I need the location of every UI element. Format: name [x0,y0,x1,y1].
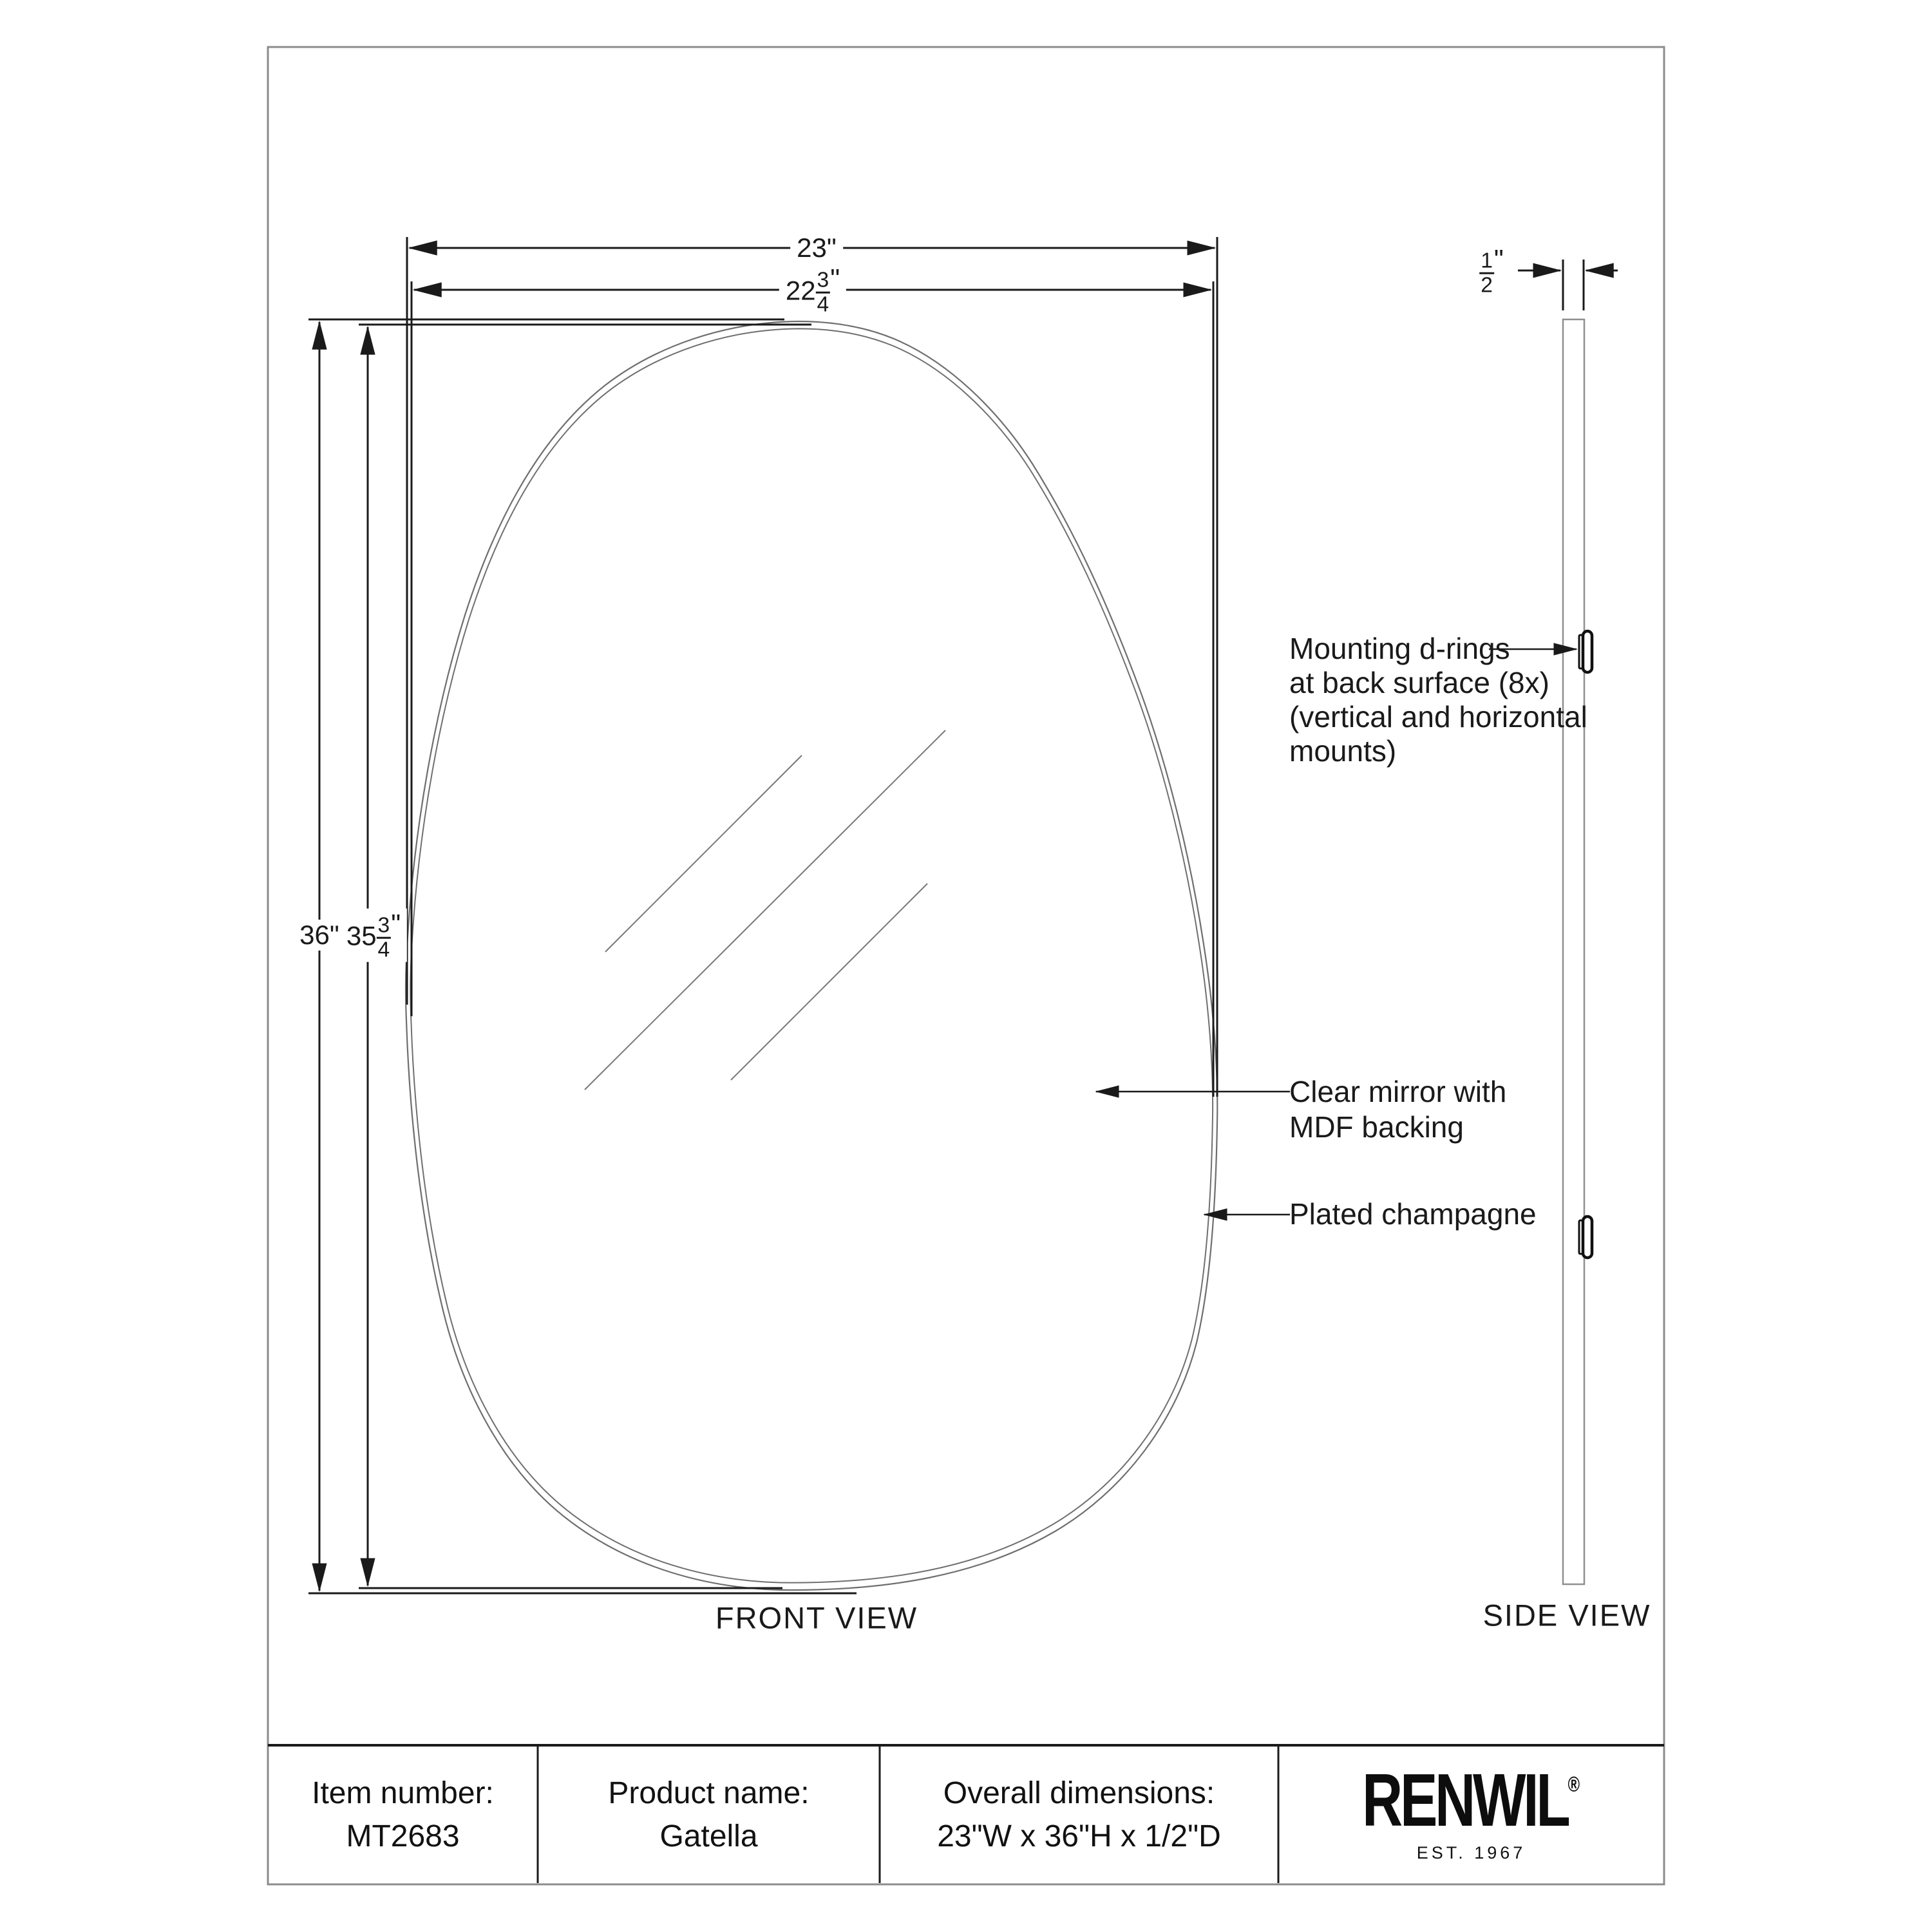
page-border [268,47,1664,1884]
annotation-line: Mounting d-rings [1289,632,1510,665]
d-ring-bottom [1579,1217,1592,1258]
shine-line [605,755,802,952]
item-number-value: MT2683 [346,1819,460,1853]
title-block-cell-item [268,1747,538,1883]
overall-dimensions-value: 23"W x 36"H x 1/2"D [937,1819,1221,1853]
shine-line [585,730,945,1090]
product-name-label: Product name: [608,1776,810,1810]
annotation-line: Plated champagne [1289,1197,1537,1231]
dim-label-height-35-3-4: 35 $\frac{3}{4}$ " [340,909,407,962]
product-name-value: Gatella [659,1819,758,1853]
brand-established: EST. 1967 [1416,1842,1526,1862]
item-number-label: Item number: [312,1776,494,1810]
dim-label-width-23: 23" [790,232,843,263]
annotation-line: mounts) [1289,734,1397,768]
title-block-cell-product [538,1747,880,1883]
annotation-line: Clear mirror with [1289,1075,1507,1108]
annotation-line: MDF backing [1289,1110,1464,1144]
dim-label-depth-1-2: $\frac{1}{2}$ " [1477,244,1506,298]
dim-label-width-22-3-4: 22 $\frac{3}{4}$ " [779,263,846,317]
annotation-plated-champagne [1289,1197,1537,1231]
mirror-outline-inner [410,328,1213,1582]
annotation-line: (vertical and horizontal [1289,700,1587,734]
title-block-cell-brand [1278,1747,1664,1883]
title-block-cell-dimensions [880,1747,1278,1883]
front-view-label: FRONT VIEW [715,1600,918,1635]
shine-line [731,884,927,1080]
mirror-outline-outer [406,321,1217,1590]
side-view-label: SIDE VIEW [1482,1598,1651,1633]
annotation-line: at back surface (8x) [1289,666,1549,699]
dim-label-height-36: 36" [293,920,346,951]
annotation-mounting [1289,632,1587,768]
brand-logo: RENWIL® [1362,1758,1580,1842]
annotation-clear-mirror [1289,1074,1506,1145]
overall-dimensions-label: Overall dimensions: [943,1776,1215,1810]
side-view-panel [1563,319,1584,1584]
